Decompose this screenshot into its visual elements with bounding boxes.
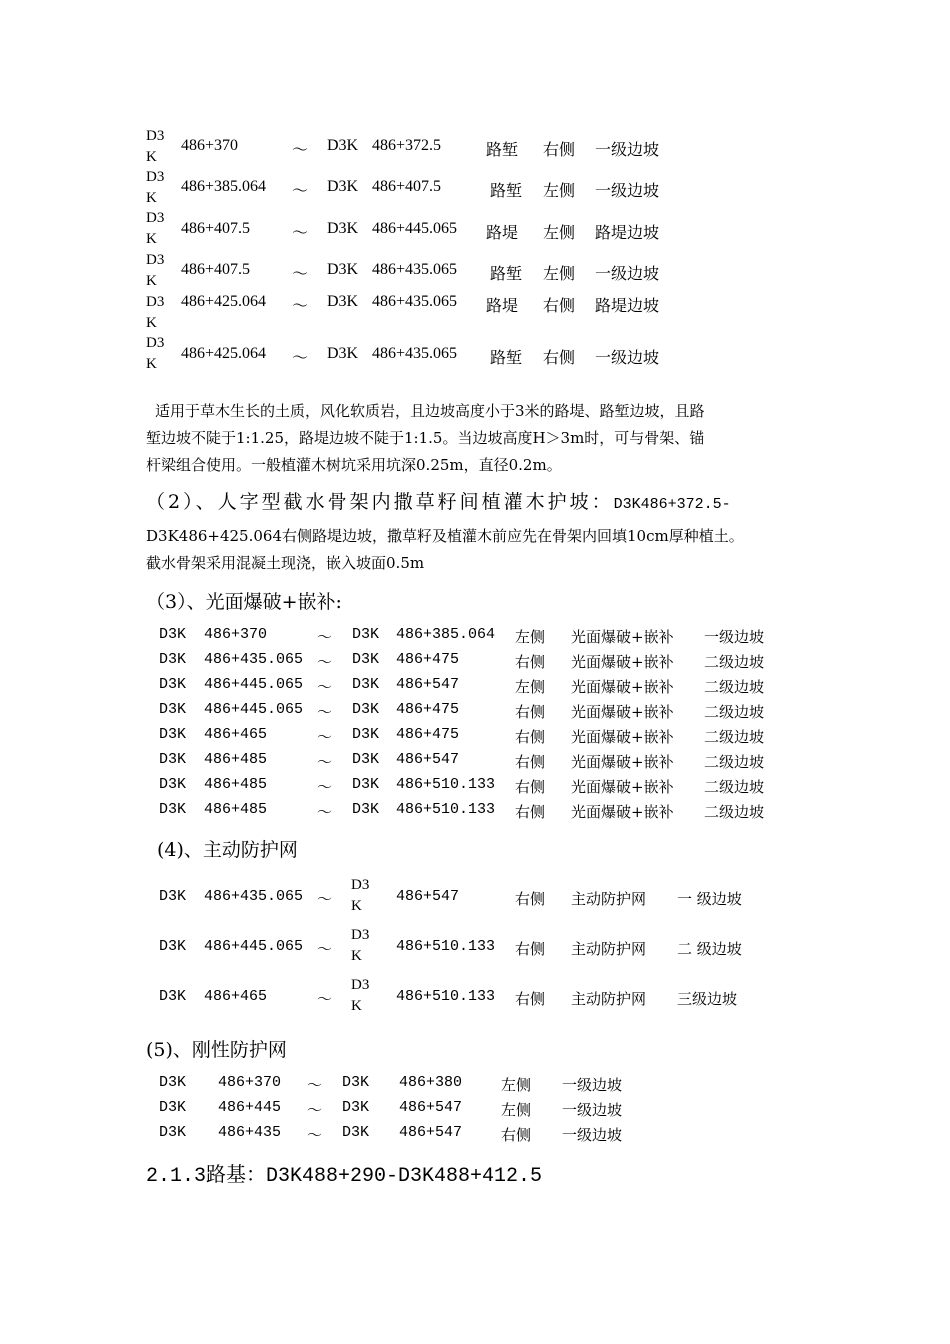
table-cell-d3k: D3K	[159, 726, 187, 743]
table-cell-d3k: D3K	[159, 938, 187, 955]
table-cell-tilde: ～	[292, 350, 309, 367]
table-cell-type: 路堤	[486, 298, 519, 315]
table-cell-method: 主动防护网	[571, 890, 647, 908]
table-cell-end: 486+547	[396, 676, 460, 693]
table-cell-method: 光面爆破+嵌补	[571, 778, 674, 796]
table-cell-start: 486+445	[218, 1099, 282, 1116]
table-cell-side: 右侧	[515, 890, 546, 908]
table-cell-start: 486+485	[204, 751, 268, 768]
table-cell-tilde: ～	[292, 298, 309, 315]
table-cell-end: 486+547	[396, 751, 460, 768]
table-cell-tilde: ～	[317, 728, 333, 746]
table-cell-d3k: D3K	[327, 345, 359, 362]
table-cell-side: 右侧	[515, 703, 546, 721]
table-cell-end: 486+372.5	[372, 137, 442, 154]
table-cell-tilde: ～	[317, 753, 333, 771]
table-cell-end: 486+510.133	[396, 801, 496, 818]
table-cell-start: 486+370	[204, 626, 268, 643]
table-cell-level: 二级边坡	[704, 803, 765, 821]
table-cell-end: 486+510.133	[396, 988, 496, 1005]
heading-text: （2）、人字型截水骨架内撒草籽间植灌木护坡：	[146, 491, 614, 513]
table-cell-side: 左侧	[543, 225, 576, 242]
table-cell-start: 486+407.5	[181, 261, 251, 278]
heading-code: D3K486+372.5-	[613, 496, 731, 513]
table-cell-type: 路堑	[490, 266, 523, 283]
heading-number: 2.1.3	[146, 1165, 207, 1188]
table-cell-d3k: D3K	[159, 651, 187, 668]
table-cell-side: 右侧	[501, 1126, 532, 1144]
table-cell-side: 右侧	[515, 803, 546, 821]
table-cell-end: 486+475	[396, 701, 460, 718]
table-cell-d3k: D3K	[352, 801, 380, 818]
table-cell-d3k: D3K	[352, 726, 380, 743]
table-cell-end: 486+435.065	[372, 293, 458, 310]
table-cell-level: 一级边坡	[595, 183, 660, 200]
table-cell-d3k: D3K	[352, 676, 380, 693]
table-cell-tilde: ～	[317, 890, 333, 908]
table-cell-side: 左侧	[543, 183, 576, 200]
table-cell-start: 486+435.065	[204, 888, 304, 905]
table-cell-side: 左侧	[543, 266, 576, 283]
table-cell-d3: D3 K	[146, 252, 165, 289]
table-cell-level: 一级边坡	[595, 142, 660, 159]
table-cell-tilde: ～	[292, 225, 309, 242]
table-cell-level: 一级边坡	[595, 266, 660, 283]
table-cell-d3-bottom: K	[351, 998, 362, 1014]
table-cell-method: 主动防护网	[571, 940, 647, 958]
table-cell-start: 486+445.065	[204, 938, 304, 955]
table-cell-d3-top: D3	[351, 977, 370, 993]
table-cell-tilde: ～	[317, 990, 333, 1008]
table-cell-side: 左侧	[515, 628, 546, 646]
table-cell-start: 486+370	[181, 137, 239, 154]
table-cell-end: 486+435.065	[372, 261, 458, 278]
heading-range: D3K488+290-D3K488+412.5	[266, 1165, 543, 1188]
table-cell-d3k: D3K	[159, 776, 187, 793]
table-cell-d3-bottom: K	[351, 948, 362, 964]
section-heading-5: (5)、刚性防护网	[146, 1039, 287, 1061]
table-cell-side: 右侧	[543, 142, 576, 159]
table-cell-side: 右侧	[515, 653, 546, 671]
table-cell-end: 486+547	[399, 1099, 463, 1116]
table-cell-start: 486+485	[204, 801, 268, 818]
table-cell-level: 一级边坡	[704, 628, 765, 646]
table-cell-end: 486+510.133	[396, 776, 496, 793]
table-cell-method: 光面爆破+嵌补	[571, 803, 674, 821]
table-cell-d3k: D3K	[327, 137, 359, 154]
table-cell-start: 486+407.5	[181, 220, 251, 237]
table-cell-d3: D3 K	[146, 294, 165, 331]
table-cell-tilde: ～	[307, 1101, 323, 1119]
table-cell-method: 光面爆破+嵌补	[571, 753, 674, 771]
paragraph-usage	[146, 398, 705, 479]
section-heading-4: (4)、主动防护网	[157, 839, 298, 861]
table-cell-side: 右侧	[515, 990, 546, 1008]
table-cell-type: 路堤	[486, 225, 519, 242]
table-cell-level: 一级边坡	[562, 1076, 623, 1094]
table-cell-side: 右侧	[515, 753, 546, 771]
table-cell-tilde: ～	[317, 628, 333, 646]
table-cell-d3k: D3K	[159, 988, 187, 1005]
table-cell-end: 486+380	[399, 1074, 463, 1091]
table-cell-start: 486+425.064	[181, 345, 267, 362]
table-cell-end: 486+510.133	[396, 938, 496, 955]
table-cell-level: 二 级边坡	[677, 940, 742, 958]
table-cell-level: 二级边坡	[704, 728, 765, 746]
paragraph-line: D3K486+425.064右侧路堤边坡，撒草籽及植灌木前应先在骨架内回填10cm厚种植土。	[146, 527, 744, 545]
table-cell-d3k: D3K	[159, 701, 187, 718]
table-cell-method: 光面爆破+嵌补	[571, 703, 674, 721]
section-heading-subgrade	[146, 1158, 542, 1188]
table-cell-method: 光面爆破+嵌补	[571, 628, 674, 646]
table-cell-d3k: D3K	[352, 701, 380, 718]
section-heading-2	[146, 487, 731, 514]
table-cell-d3-top: D3	[351, 927, 370, 943]
table-cell-d3: D3 K	[146, 128, 165, 165]
table-cell-start: 486+425.064	[181, 293, 267, 310]
paragraph-line: 适用于草木生长的土质，风化软质岩，且边坡高度小于3米的路堤、路堑边坡，且路	[155, 402, 705, 420]
table-cell-level: 二级边坡	[704, 778, 765, 796]
paragraph-line: 截水骨架采用混凝土现浇，嵌入坡面0.5m	[146, 554, 425, 572]
table-cell-level: 二级边坡	[704, 653, 765, 671]
table-cell-d3-top: D3	[351, 877, 370, 893]
table-cell-d3k: D3K	[327, 261, 359, 278]
table-cell-d3k: D3K	[327, 293, 359, 310]
table-cell-d3k: D3K	[352, 776, 380, 793]
paragraph-line: 杆梁组合使用。一般植灌木树坑采用坑深0.25m，直径0.2m。	[146, 456, 562, 474]
table-cell-tilde: ～	[307, 1076, 323, 1094]
table-cell-d3k: D3K	[159, 801, 187, 818]
table-cell-d3k: D3K	[159, 1099, 187, 1116]
table-cell-type: 路堑	[490, 183, 523, 200]
table-cell-type: 路堑	[490, 350, 523, 367]
table-cell-level: 三级边坡	[677, 990, 738, 1008]
paragraph-skeleton	[146, 523, 744, 577]
table-cell-tilde: ～	[292, 266, 309, 283]
table-cell-side: 右侧	[515, 728, 546, 746]
table-cell-side: 左侧	[515, 678, 546, 696]
table-cell-d3k: D3K	[342, 1074, 370, 1091]
table-cell-tilde: ～	[317, 678, 333, 696]
table-cell-tilde: ～	[307, 1126, 323, 1144]
table-cell-method: 光面爆破+嵌补	[571, 678, 674, 696]
table-cell-tilde: ～	[292, 183, 309, 200]
table-cell-start: 486+385.064	[181, 178, 267, 195]
table-cell-level: 路堤边坡	[595, 298, 660, 315]
table-cell-d3k: D3K	[327, 178, 359, 195]
table-cell-tilde: ～	[317, 653, 333, 671]
table-cell-method: 光面爆破+嵌补	[571, 653, 674, 671]
table-cell-d3k: D3K	[159, 676, 187, 693]
table-cell-tilde: ～	[317, 803, 333, 821]
table-cell-d3-bottom: K	[351, 898, 362, 914]
table-cell-start: 486+370	[218, 1074, 282, 1091]
table-cell-end: 486+475	[396, 726, 460, 743]
table-cell-end: 486+547	[399, 1124, 463, 1141]
table-cell-d3k: D3K	[159, 888, 187, 905]
heading-label: 路基：	[206, 1162, 267, 1186]
table-cell-d3k: D3K	[159, 1124, 187, 1141]
table-cell-start: 486+435	[218, 1124, 282, 1141]
table-cell-d3: D3 K	[146, 335, 165, 372]
table-cell-d3k: D3K	[342, 1124, 370, 1141]
table-cell-d3k: D3K	[159, 751, 187, 768]
table-cell-d3k: D3K	[327, 220, 359, 237]
table-cell-tilde: ～	[317, 703, 333, 721]
table-cell-side: 右侧	[543, 350, 576, 367]
table-cell-side: 右侧	[543, 298, 576, 315]
table-cell-d3k: D3K	[352, 751, 380, 768]
table-cell-end: 486+435.065	[372, 345, 458, 362]
table-cell-tilde: ～	[292, 142, 309, 159]
table-cell-end: 486+407.5	[372, 178, 442, 195]
table-cell-d3	[351, 975, 369, 1017]
table-cell-d3: D3 K	[146, 210, 165, 247]
table-cell-level: 路堤边坡	[595, 225, 660, 242]
table-cell-side: 右侧	[515, 778, 546, 796]
table-cell-start: 486+445.065	[204, 676, 304, 693]
table-cell-d3k: D3K	[342, 1099, 370, 1116]
table-cell-method: 主动防护网	[571, 990, 647, 1008]
table-cell-d3	[351, 875, 369, 917]
paragraph-line: 堑边坡不陡于1:1.25，路堤边坡不陡于1:1.5。当边坡高度H＞3m时，可与骨架、锚	[146, 429, 705, 447]
table-cell-side: 左侧	[501, 1101, 532, 1119]
table-cell-tilde: ～	[317, 778, 333, 796]
table-cell-start: 486+445.065	[204, 701, 304, 718]
table-cell-method: 光面爆破+嵌补	[571, 728, 674, 746]
table-cell-d3: D3 K	[146, 169, 165, 206]
table-cell-start: 486+465	[204, 988, 268, 1005]
table-cell-start: 486+465	[204, 726, 268, 743]
table-cell-type: 路堑	[486, 142, 519, 159]
table-cell-tilde: ～	[317, 940, 333, 958]
table-cell-end: 486+475	[396, 651, 460, 668]
table-cell-level: 一级边坡	[595, 350, 660, 367]
table-cell-d3k: D3K	[159, 1074, 187, 1091]
table-cell-start: 486+485	[204, 776, 268, 793]
table-cell-level: 一级边坡	[562, 1101, 623, 1119]
table-cell-end: 486+385.064	[396, 626, 496, 643]
table-cell-end: 486+547	[396, 888, 460, 905]
table-cell-level: 一 级边坡	[677, 890, 742, 908]
table-cell-level: 二级边坡	[704, 678, 765, 696]
table-cell-level: 一级边坡	[562, 1126, 623, 1144]
table-cell-side: 左侧	[501, 1076, 532, 1094]
table-cell-level: 二级边坡	[704, 753, 765, 771]
table-cell-d3k: D3K	[159, 626, 187, 643]
table-cell-d3k: D3K	[352, 626, 380, 643]
section-heading-3: （3）、光面爆破+嵌补:	[146, 591, 342, 613]
table-cell-d3k: D3K	[352, 651, 380, 668]
table-cell-d3	[351, 925, 369, 967]
table-cell-side: 右侧	[515, 940, 546, 958]
table-cell-start: 486+435.065	[204, 651, 304, 668]
table-cell-level: 二级边坡	[704, 703, 765, 721]
table-cell-end: 486+445.065	[372, 220, 458, 237]
